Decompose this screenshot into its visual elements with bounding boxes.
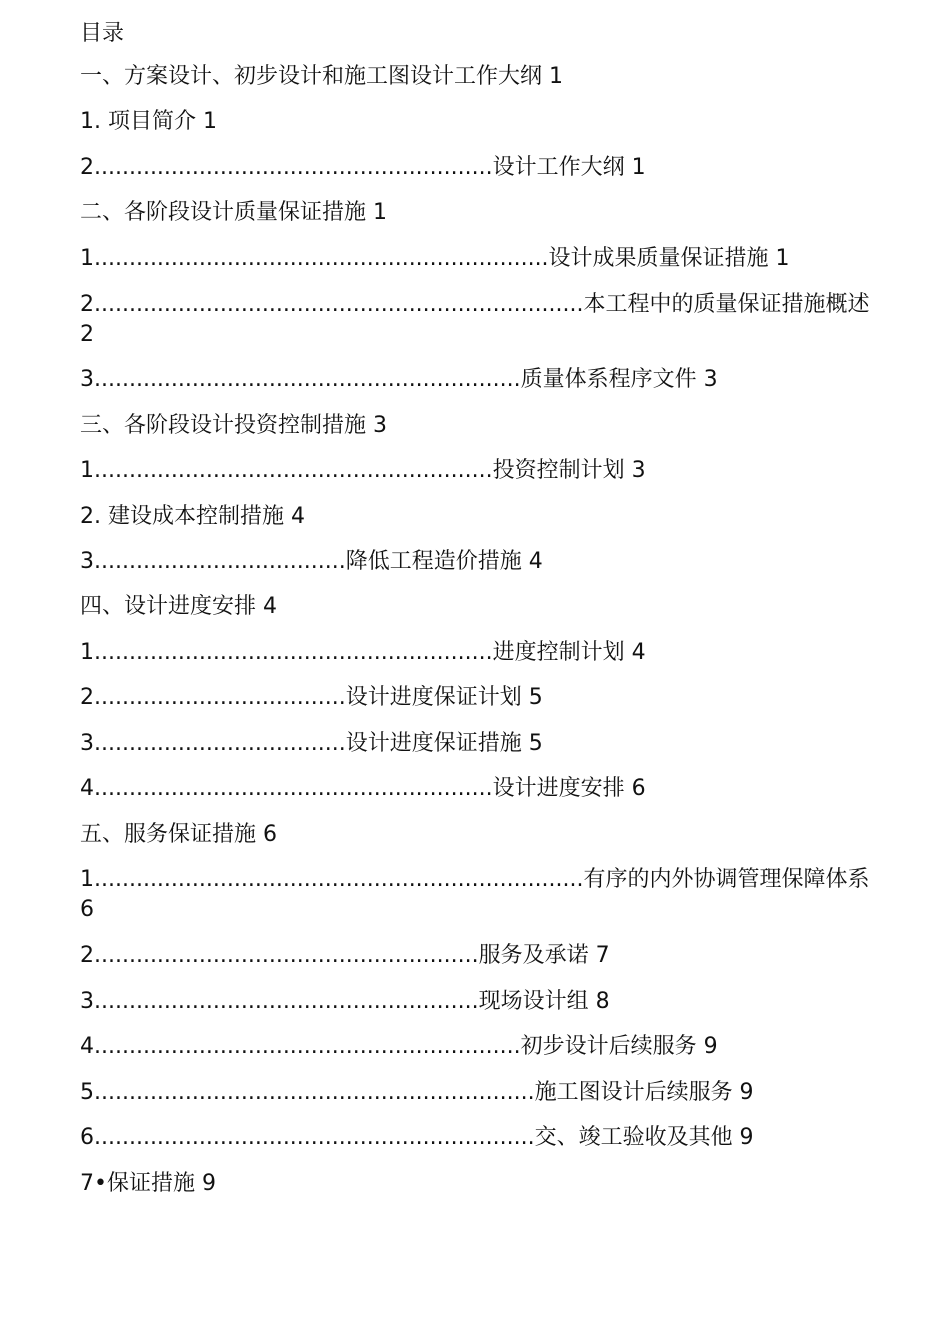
table-of-contents: [80, 0, 880, 1344]
toc-entry: 一、方案设计、初步设计和施工图设计工作大纲 1: [80, 64, 563, 89]
toc-entry: 三、各阶段设计投资控制措施 3: [80, 413, 387, 438]
toc-title: 目录: [80, 21, 125, 46]
toc-entry: 2......................................................................本工程中的质量保证措施概述 2: [80, 292, 870, 347]
toc-entry: 1.................................................................设计成果质量保证措施 1: [80, 246, 790, 271]
toc-entry: 3.......................................................现场设计组 8: [80, 989, 610, 1014]
toc-entry: 3.............................................................质量体系程序文件 3: [80, 367, 718, 392]
toc-entry: 五、服务保证措施 6: [80, 822, 277, 847]
toc-entry: 2. 建设成本控制措施 4: [80, 504, 305, 529]
toc-entry: 3....................................设计进度保证措施 5: [80, 731, 543, 756]
toc-entry: 二、各阶段设计质量保证措施 1: [80, 200, 387, 225]
toc-entry: 6...............................................................交、竣工验收及其他 9: [80, 1125, 754, 1150]
toc-entry: 5...............................................................施工图设计后续服务 9: [80, 1080, 754, 1105]
toc-entry: 1.........................................................投资控制计划 3: [80, 458, 646, 483]
toc-entry: 1. 项目简介 1: [80, 109, 217, 134]
toc-entry: 四、设计进度安排 4: [80, 594, 277, 619]
toc-entry: 4.............................................................初步设计后续服务 9: [80, 1034, 718, 1059]
toc-entry: 2....................................设计进度保证计划 5: [80, 685, 543, 710]
toc-entry: 1......................................................................有序的内外协调管理保障体系 6: [80, 867, 870, 922]
toc-entry: 1.........................................................进度控制计划 4: [80, 640, 646, 665]
toc-entry: 4.........................................................设计进度安排 6: [80, 776, 646, 801]
toc-entry: 3....................................降低工程造价措施 4: [80, 549, 543, 574]
toc-entry: 2.......................................................服务及承诺 7: [80, 943, 610, 968]
toc-entry: 2.........................................................设计工作大纲 1: [80, 155, 646, 180]
toc-entry: 7•保证措施 9: [80, 1171, 216, 1196]
